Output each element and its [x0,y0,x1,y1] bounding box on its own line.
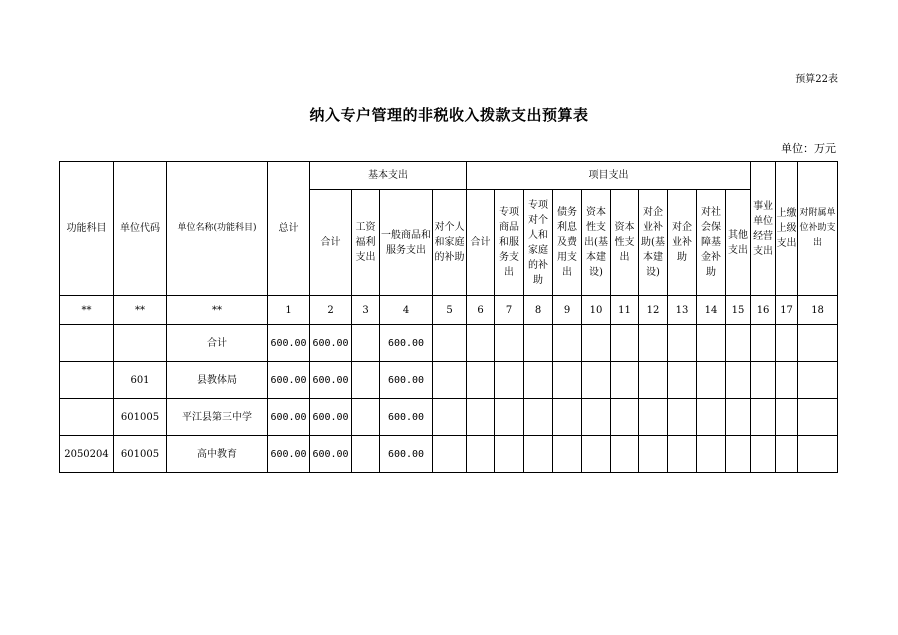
empty-cell [798,399,838,436]
header-basic-total: 合计 [310,190,352,296]
table-row [60,436,838,473]
empty-cell [697,362,726,399]
empty-cell [433,399,467,436]
header-unit-name: 单位名称(功能科目) [167,162,268,296]
index-cell: 6 [467,296,495,325]
empty-cell [668,436,697,473]
header-capital-build: 资本性支出(基本建设) [582,190,611,296]
unit-name-cell: 县教体局 [167,362,268,399]
func-subject-cell [60,399,114,436]
index-cell: 4 [380,296,433,325]
empty-cell [467,399,495,436]
unit-label: 单位：万元 [781,142,836,155]
empty-cell [798,436,838,473]
basic-total-cell: 600.00 [310,436,352,473]
index-cell: 13 [668,296,697,325]
empty-cell [553,325,582,362]
unit-name-cell: 平江县第三中学 [167,399,268,436]
empty-cell [726,399,751,436]
empty-cell [553,362,582,399]
index-cell: 14 [697,296,726,325]
header-business: 事业单位经营支出 [751,162,776,296]
empty-cell [524,399,553,436]
empty-cell [776,399,798,436]
header-affiliate: 对附属单位补助支出 [798,162,838,296]
wage-cell [352,325,380,362]
header-upper: 上缴上级支出 [776,162,798,296]
empty-cell [639,362,668,399]
goods-cell: 600.00 [380,325,433,362]
empty-cell [433,436,467,473]
budget-table [59,161,838,473]
form-number: 预算22表 [795,74,838,85]
basic-total-cell: 600.00 [310,399,352,436]
header-func-subject: 功能科目 [60,162,114,296]
table-row [60,325,838,362]
wage-cell [352,362,380,399]
empty-cell [751,399,776,436]
total-cell: 600.00 [268,399,310,436]
index-cell: 5 [433,296,467,325]
unit-name-cell: 高中教育 [167,436,268,473]
index-cell: 9 [553,296,582,325]
header-debt: 债务利息及费用支出 [553,190,582,296]
empty-cell [524,362,553,399]
index-cell: 17 [776,296,798,325]
func-subject-cell [60,362,114,399]
index-cell: 7 [495,296,524,325]
empty-cell [751,362,776,399]
empty-cell [582,362,611,399]
total-cell: 600.00 [268,362,310,399]
header-other: 其他支出 [726,190,751,296]
total-cell: 600.00 [268,436,310,473]
index-cell: 3 [352,296,380,325]
empty-cell [553,399,582,436]
header-goods: 一般商品和服务支出 [380,190,433,296]
goods-cell: 600.00 [380,436,433,473]
header-basic: 基本支出 [310,162,467,190]
empty-cell [467,362,495,399]
empty-cell [495,325,524,362]
goods-cell: 600.00 [380,399,433,436]
empty-cell [798,325,838,362]
func-subject-cell: 2050204 [60,436,114,473]
table-row [60,362,838,399]
unit-code-cell: 601005 [114,436,167,473]
index-row [60,296,838,325]
empty-cell [726,436,751,473]
table-row [60,399,838,436]
empty-cell [697,436,726,473]
index-cell: 15 [726,296,751,325]
empty-cell [467,325,495,362]
unit-code-cell: 601005 [114,399,167,436]
func-subject-cell [60,325,114,362]
header-project: 项目支出 [467,162,751,190]
goods-cell: 600.00 [380,362,433,399]
empty-cell [495,399,524,436]
total-cell: 600.00 [268,325,310,362]
header-ent: 对企业补助 [668,190,697,296]
empty-cell [611,325,639,362]
unit-code-cell: 601 [114,362,167,399]
header-proj-goods: 专项商品和服务支出 [495,190,524,296]
empty-cell [751,325,776,362]
unit-code-cell [114,325,167,362]
empty-cell [433,362,467,399]
index-cell: 10 [582,296,611,325]
basic-total-cell: 600.00 [310,325,352,362]
index-cell: 16 [751,296,776,325]
wage-cell [352,436,380,473]
empty-cell [639,399,668,436]
index-cell: ** [167,296,268,325]
empty-cell [668,362,697,399]
empty-cell [668,399,697,436]
empty-cell [582,325,611,362]
index-cell: 12 [639,296,668,325]
index-cell: 2 [310,296,352,325]
empty-cell [668,325,697,362]
index-cell: ** [60,296,114,325]
empty-cell [495,362,524,399]
empty-cell [697,399,726,436]
unit-name-cell: 合计 [167,325,268,362]
index-cell: 18 [798,296,838,325]
index-cell: 1 [268,296,310,325]
header-personal: 对个人和家庭的补助 [433,190,467,296]
empty-cell [524,325,553,362]
header-wage: 工资福利支出 [352,190,380,296]
empty-cell [495,436,524,473]
header-capital: 资本性支出 [611,190,639,296]
empty-cell [611,399,639,436]
empty-cell [697,325,726,362]
empty-cell [582,399,611,436]
empty-cell [433,325,467,362]
empty-cell [582,436,611,473]
empty-cell [639,436,668,473]
page-title: 纳入专户管理的非税收入拨款支出预算表 [309,106,589,124]
header-proj-total: 合计 [467,190,495,296]
header-ent-build: 对企业补助(基本建设) [639,190,668,296]
header-total: 总计 [268,162,310,296]
header-social: 对社会保障基金补助 [697,190,726,296]
header-proj-personal: 专项对个人和家庭的补助 [524,190,553,296]
empty-cell [639,325,668,362]
empty-cell [524,436,553,473]
index-cell: ** [114,296,167,325]
empty-cell [751,436,776,473]
empty-cell [611,436,639,473]
header-unit-code: 单位代码 [114,162,167,296]
empty-cell [611,362,639,399]
index-cell: 11 [611,296,639,325]
empty-cell [776,436,798,473]
empty-cell [467,436,495,473]
basic-total-cell: 600.00 [310,362,352,399]
empty-cell [776,362,798,399]
wage-cell [352,399,380,436]
empty-cell [553,436,582,473]
empty-cell [726,325,751,362]
empty-cell [776,325,798,362]
empty-cell [726,362,751,399]
index-cell: 8 [524,296,553,325]
empty-cell [798,362,838,399]
